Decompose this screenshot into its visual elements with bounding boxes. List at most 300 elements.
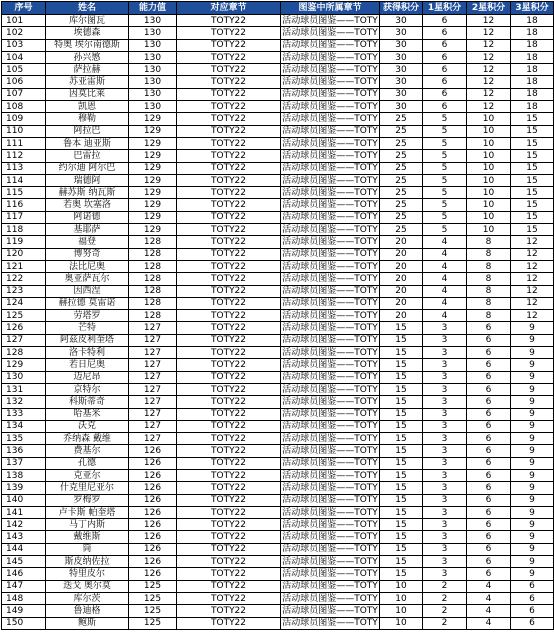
seq-cell: 149 — [2, 605, 46, 617]
name-cell: 乔纳森 戴维 — [46, 433, 129, 445]
chapter-cell: TOTY22 — [177, 248, 281, 260]
points-cell: 15 — [380, 408, 423, 420]
rating-cell: 126 — [129, 482, 177, 494]
seq-cell: 138 — [2, 469, 46, 481]
star1-cell: 3 — [423, 433, 467, 445]
seq-cell: 121 — [2, 260, 46, 272]
table-body — [2, 15, 554, 630]
album-chapter-cell: 活动球员图鉴——TOTY — [282, 495, 378, 506]
table-row — [2, 334, 554, 346]
points-cell: 15 — [380, 494, 423, 506]
seq-cell: 102 — [2, 27, 46, 39]
rating-cell: 130 — [129, 88, 177, 100]
rating-cell: 130 — [129, 64, 177, 76]
table-row — [2, 88, 554, 100]
album-chapter-cell: 活动球员图鉴——TOTY — [282, 433, 378, 444]
star1-cell: 2 — [423, 592, 467, 604]
rating-cell: 127 — [129, 347, 177, 359]
points-cell: 15 — [380, 556, 423, 568]
star2-cell: 4 — [467, 605, 511, 617]
star1-cell: 6 — [423, 88, 467, 100]
rating-cell: 126 — [129, 494, 177, 506]
chapter-cell: TOTY22 — [177, 592, 281, 604]
star2-cell: 12 — [467, 15, 511, 27]
seq-cell: 135 — [2, 433, 46, 445]
name-cell: 劳塔罗 — [46, 310, 129, 322]
star2-cell: 10 — [467, 224, 511, 236]
star1-cell: 3 — [423, 396, 467, 408]
star2-cell: 12 — [467, 88, 511, 100]
star3-cell: 18 — [511, 27, 554, 39]
star1-cell: 6 — [423, 15, 467, 27]
star3-cell: 18 — [511, 39, 554, 51]
points-cell: 25 — [380, 199, 423, 211]
album-chapter-cell: 活动球员图鉴——TOTY — [282, 236, 378, 247]
star1-cell: 3 — [423, 445, 467, 457]
star2-cell: 6 — [467, 347, 511, 359]
seq-cell: 111 — [2, 137, 46, 149]
rating-cell: 130 — [129, 101, 177, 113]
seq-cell: 146 — [2, 568, 46, 580]
star3-cell: 9 — [511, 347, 554, 359]
seq-cell: 147 — [2, 580, 46, 592]
seq-cell: 132 — [2, 396, 46, 408]
rating-cell: 125 — [129, 617, 177, 629]
star1-cell: 2 — [423, 580, 467, 592]
chapter-cell: TOTY22 — [177, 39, 281, 51]
seq-cell: 136 — [2, 445, 46, 457]
name-cell: 赫拉德 莫雷诺 — [46, 297, 129, 309]
points-cell: 20 — [380, 273, 423, 285]
star1-cell: 5 — [423, 150, 467, 162]
seq-cell: 122 — [2, 273, 46, 285]
star1-cell: 4 — [423, 236, 467, 248]
table-row — [2, 137, 554, 149]
seq-cell: 133 — [2, 408, 46, 420]
rating-cell: 125 — [129, 605, 177, 617]
star2-cell: 6 — [467, 383, 511, 395]
table-row — [2, 310, 554, 322]
table-row — [2, 273, 554, 285]
album-chapter-cell: 活动球员图鉴——TOTY — [282, 175, 378, 186]
table-row — [2, 617, 554, 629]
name-cell: 京特尔 — [46, 383, 129, 395]
star1-cell: 3 — [423, 469, 467, 481]
star2-cell: 6 — [467, 543, 511, 555]
table-row — [2, 494, 554, 506]
name-cell: 萨拉赫 — [46, 64, 129, 76]
points-cell: 15 — [380, 433, 423, 445]
chapter-cell: TOTY22 — [177, 224, 281, 236]
chapter-cell: TOTY22 — [177, 174, 281, 186]
points-cell: 10 — [380, 592, 423, 604]
star3-cell: 18 — [511, 88, 554, 100]
chapter-cell: TOTY22 — [177, 162, 281, 174]
chapter-cell: TOTY22 — [177, 125, 281, 137]
rating-cell: 126 — [129, 457, 177, 469]
star3-cell: 9 — [511, 482, 554, 494]
star2-cell: 10 — [467, 125, 511, 137]
album-chapter-cell: 活动球员图鉴——TOTY — [282, 286, 378, 297]
chapter-cell: TOTY22 — [177, 494, 281, 506]
rating-cell: 128 — [129, 260, 177, 272]
star2-cell: 8 — [467, 273, 511, 285]
star1-cell: 2 — [423, 617, 467, 629]
star3-cell: 12 — [511, 285, 554, 297]
album-chapter-cell: 活动球员图鉴——TOTY — [282, 556, 378, 567]
table-row — [2, 15, 554, 27]
star1-cell: 3 — [423, 543, 467, 555]
table-row — [2, 260, 554, 272]
table-row — [2, 64, 554, 76]
album-chapter-cell: 活动球员图鉴——TOTY — [282, 27, 378, 38]
rating-cell: 127 — [129, 433, 177, 445]
seq-cell: 124 — [2, 297, 46, 309]
star2-cell: 6 — [467, 469, 511, 481]
points-cell: 25 — [380, 211, 423, 223]
name-cell: 戴维斯 — [46, 531, 129, 543]
chapter-cell: TOTY22 — [177, 322, 281, 334]
star3-cell: 12 — [511, 273, 554, 285]
name-cell: 孙兴慜 — [46, 51, 129, 63]
chapter-cell: TOTY22 — [177, 469, 281, 481]
seq-cell: 109 — [2, 113, 46, 125]
rating-cell: 126 — [129, 519, 177, 531]
name-cell: 鲍斯 — [46, 617, 129, 629]
album-chapter-cell: 活动球员图鉴——TOTY — [282, 273, 378, 284]
name-cell: 库尔图瓦 — [46, 15, 129, 27]
album-chapter-cell: 活动球员图鉴——TOTY — [282, 593, 378, 604]
rating-cell: 127 — [129, 322, 177, 334]
table-row — [2, 322, 554, 334]
points-cell: 15 — [380, 568, 423, 580]
album-chapter-cell: 活动球员图鉴——TOTY — [282, 605, 378, 616]
star3-cell: 15 — [511, 187, 554, 199]
points-cell: 25 — [380, 137, 423, 149]
rating-cell: 129 — [129, 150, 177, 162]
points-cell: 10 — [380, 605, 423, 617]
star1-cell: 3 — [423, 371, 467, 383]
star3-cell: 9 — [511, 445, 554, 457]
star3-cell: 9 — [511, 334, 554, 346]
star3-cell: 9 — [511, 568, 554, 580]
rating-cell: 127 — [129, 334, 177, 346]
star3-cell: 18 — [511, 64, 554, 76]
star1-cell: 3 — [423, 420, 467, 432]
points-cell: 20 — [380, 285, 423, 297]
star2-cell: 4 — [467, 617, 511, 629]
album-chapter-cell: 活动球员图鉴——TOTY — [282, 224, 378, 235]
star3-cell: 9 — [511, 543, 554, 555]
points-cell: 15 — [380, 383, 423, 395]
star2-cell: 6 — [467, 433, 511, 445]
chapter-cell: TOTY22 — [177, 51, 281, 63]
chapter-cell: TOTY22 — [177, 445, 281, 457]
rating-cell: 129 — [129, 199, 177, 211]
star1-cell: 4 — [423, 260, 467, 272]
chapter-cell: TOTY22 — [177, 297, 281, 309]
table-row — [2, 101, 554, 113]
star1-cell: 5 — [423, 211, 467, 223]
seq-cell: 125 — [2, 310, 46, 322]
rating-cell: 130 — [129, 15, 177, 27]
star1-cell: 3 — [423, 494, 467, 506]
rating-cell: 126 — [129, 556, 177, 568]
table-row — [2, 113, 554, 125]
star2-cell: 8 — [467, 310, 511, 322]
chapter-cell: TOTY22 — [177, 396, 281, 408]
album-chapter-cell: 活动球员图鉴——TOTY — [282, 89, 378, 100]
seq-cell: 143 — [2, 531, 46, 543]
star2-cell: 10 — [467, 211, 511, 223]
star3-cell: 12 — [511, 248, 554, 260]
table-row — [2, 27, 554, 39]
star1-cell: 3 — [423, 457, 467, 469]
star3-cell: 12 — [511, 297, 554, 309]
rating-cell: 125 — [129, 592, 177, 604]
star3-cell: 15 — [511, 113, 554, 125]
points-cell: 15 — [380, 506, 423, 518]
points-cell: 15 — [380, 469, 423, 481]
star1-cell: 4 — [423, 285, 467, 297]
rating-cell: 129 — [129, 113, 177, 125]
table-row — [2, 592, 554, 604]
name-cell: 筒 — [46, 543, 129, 555]
star2-cell: 10 — [467, 187, 511, 199]
chapter-cell: TOTY22 — [177, 187, 281, 199]
rating-cell: 126 — [129, 531, 177, 543]
chapter-cell: TOTY22 — [177, 64, 281, 76]
points-cell: 10 — [380, 580, 423, 592]
rating-cell: 127 — [129, 383, 177, 395]
star1-cell: 3 — [423, 568, 467, 580]
star3-cell: 9 — [511, 494, 554, 506]
chapter-cell: TOTY22 — [177, 88, 281, 100]
chapter-cell: TOTY22 — [177, 273, 281, 285]
star3-cell: 9 — [511, 519, 554, 531]
star2-cell: 8 — [467, 248, 511, 260]
rating-cell: 128 — [129, 236, 177, 248]
chapter-cell: TOTY22 — [177, 101, 281, 113]
name-cell: 埃德森 — [46, 27, 129, 39]
name-cell: 苏亚雷斯 — [46, 76, 129, 88]
album-chapter-cell: 活动球员图鉴——TOTY — [282, 446, 378, 457]
col-header-2star: 2星积分 — [467, 2, 511, 15]
star1-cell: 6 — [423, 101, 467, 113]
rating-cell: 128 — [129, 273, 177, 285]
points-cell: 25 — [380, 162, 423, 174]
points-cell: 30 — [380, 76, 423, 88]
album-chapter-cell: 活动球员图鉴——TOTY — [282, 519, 378, 530]
chapter-cell: TOTY22 — [177, 617, 281, 629]
seq-cell: 115 — [2, 187, 46, 199]
album-chapter-cell: 活动球员图鉴——TOTY — [282, 532, 378, 543]
album-chapter-cell: 活动球员图鉴——TOTY — [282, 569, 378, 579]
name-cell: 基耶萨 — [46, 224, 129, 236]
chapter-cell: TOTY22 — [177, 15, 281, 27]
name-cell: 科斯蒂奇 — [46, 396, 129, 408]
rating-cell: 127 — [129, 408, 177, 420]
name-cell: 马丁内斯 — [46, 519, 129, 531]
album-chapter-cell: 活动球员图鉴——TOTY — [282, 409, 378, 420]
star1-cell: 3 — [423, 334, 467, 346]
col-header-seq: 序号 — [2, 2, 46, 15]
star1-cell: 5 — [423, 125, 467, 137]
star3-cell: 9 — [511, 359, 554, 371]
star3-cell: 12 — [511, 260, 554, 272]
chapter-cell: TOTY22 — [177, 150, 281, 162]
table-row — [2, 76, 554, 88]
star1-cell: 3 — [423, 556, 467, 568]
seq-cell: 113 — [2, 162, 46, 174]
album-chapter-cell: 活动球员图鉴——TOTY — [282, 421, 378, 432]
points-cell: 15 — [380, 445, 423, 457]
col-header-1star: 1星积分 — [423, 2, 467, 15]
star2-cell: 10 — [467, 113, 511, 125]
name-cell: 福登 — [46, 236, 129, 248]
rating-cell: 126 — [129, 568, 177, 580]
star1-cell: 3 — [423, 383, 467, 395]
table-row — [2, 580, 554, 592]
points-cell: 30 — [380, 39, 423, 51]
points-cell: 25 — [380, 174, 423, 186]
chapter-cell: TOTY22 — [177, 433, 281, 445]
points-cell: 15 — [380, 334, 423, 346]
star2-cell: 12 — [467, 51, 511, 63]
star1-cell: 6 — [423, 51, 467, 63]
name-cell: 阿兹皮利奎塔 — [46, 334, 129, 346]
points-cell: 15 — [380, 359, 423, 371]
album-chapter-cell: 活动球员图鉴——TOTY — [282, 544, 378, 555]
points-cell: 15 — [380, 322, 423, 334]
chapter-cell: TOTY22 — [177, 211, 281, 223]
star3-cell: 9 — [511, 457, 554, 469]
star1-cell: 4 — [423, 248, 467, 260]
star3-cell: 12 — [511, 236, 554, 248]
star1-cell: 3 — [423, 359, 467, 371]
col-header-name: 姓名 — [46, 2, 129, 15]
star3-cell: 15 — [511, 125, 554, 137]
star3-cell: 6 — [511, 580, 554, 592]
col-header-points: 获得积分 — [380, 2, 423, 15]
points-table-container — [1, 1, 553, 630]
seq-cell: 127 — [2, 334, 46, 346]
chapter-cell: TOTY22 — [177, 556, 281, 568]
points-cell: 15 — [380, 371, 423, 383]
star2-cell: 4 — [467, 580, 511, 592]
star1-cell: 5 — [423, 137, 467, 149]
name-cell: 瑞德阿 — [46, 174, 129, 186]
points-cell: 15 — [380, 347, 423, 359]
rating-cell: 127 — [129, 359, 177, 371]
star1-cell: 4 — [423, 297, 467, 309]
name-cell: 穆勒 — [46, 113, 129, 125]
rating-cell: 129 — [129, 162, 177, 174]
table-row — [2, 445, 554, 457]
star2-cell: 10 — [467, 137, 511, 149]
star3-cell: 15 — [511, 224, 554, 236]
points-cell: 20 — [380, 260, 423, 272]
album-chapter-cell: 活动球员图鉴——TOTY — [282, 126, 378, 137]
table-row — [2, 51, 554, 63]
seq-cell: 140 — [2, 494, 46, 506]
table-row — [2, 297, 554, 309]
chapter-cell: TOTY22 — [177, 543, 281, 555]
star1-cell: 6 — [423, 27, 467, 39]
name-cell: 克亚尔 — [46, 469, 129, 481]
name-cell: 洛卡特利 — [46, 347, 129, 359]
points-cell: 20 — [380, 310, 423, 322]
album-chapter-cell: 活动球员图鉴——TOTY — [282, 64, 378, 75]
star2-cell: 6 — [467, 371, 511, 383]
seq-cell: 130 — [2, 371, 46, 383]
chapter-cell: TOTY22 — [177, 420, 281, 432]
album-chapter-cell: 活动球员图鉴——TOTY — [282, 40, 378, 51]
name-cell: 孔德 — [46, 457, 129, 469]
chapter-cell: TOTY22 — [177, 457, 281, 469]
star3-cell: 9 — [511, 531, 554, 543]
seq-cell: 103 — [2, 39, 46, 51]
rating-cell: 127 — [129, 371, 177, 383]
star3-cell: 9 — [511, 556, 554, 568]
star2-cell: 6 — [467, 457, 511, 469]
album-chapter-cell: 活动球员图鉴——TOTY — [282, 458, 378, 469]
star1-cell: 3 — [423, 482, 467, 494]
star2-cell: 6 — [467, 408, 511, 420]
table-row — [2, 482, 554, 494]
star1-cell: 5 — [423, 199, 467, 211]
points-cell: 15 — [380, 457, 423, 469]
chapter-cell: TOTY22 — [177, 236, 281, 248]
table-row — [2, 347, 554, 359]
star2-cell: 12 — [467, 101, 511, 113]
points-cell: 30 — [380, 101, 423, 113]
table-row — [2, 383, 554, 395]
points-cell: 30 — [380, 51, 423, 63]
rating-cell: 130 — [129, 76, 177, 88]
table-row — [2, 371, 554, 383]
star3-cell: 18 — [511, 15, 554, 27]
points-cell: 15 — [380, 543, 423, 555]
table-row — [2, 531, 554, 543]
table-row — [2, 568, 554, 580]
star2-cell: 12 — [467, 27, 511, 39]
star3-cell: 18 — [511, 76, 554, 88]
seq-cell: 126 — [2, 322, 46, 334]
chapter-cell: TOTY22 — [177, 408, 281, 420]
chapter-cell: TOTY22 — [177, 27, 281, 39]
album-chapter-cell: 活动球员图鉴——TOTY — [282, 249, 378, 260]
chapter-cell: TOTY22 — [177, 285, 281, 297]
table-row — [2, 408, 554, 420]
star2-cell: 6 — [467, 322, 511, 334]
star2-cell: 8 — [467, 260, 511, 272]
rating-cell: 126 — [129, 445, 177, 457]
table-row — [2, 150, 554, 162]
star2-cell: 6 — [467, 420, 511, 432]
album-chapter-cell: 活动球员图鉴——TOTY — [282, 323, 378, 334]
name-cell: 赫苏斯 纳瓦斯 — [46, 187, 129, 199]
album-chapter-cell: 活动球员图鉴——TOTY — [282, 470, 378, 481]
seq-cell: 137 — [2, 457, 46, 469]
name-cell: 罗梅罗 — [46, 494, 129, 506]
album-chapter-cell: 活动球员图鉴——TOTY — [282, 359, 378, 370]
star3-cell: 9 — [511, 420, 554, 432]
table-row — [2, 506, 554, 518]
rating-cell: 128 — [129, 248, 177, 260]
seq-cell: 145 — [2, 556, 46, 568]
album-chapter-cell: 活动球员图鉴——TOTY — [282, 298, 378, 309]
